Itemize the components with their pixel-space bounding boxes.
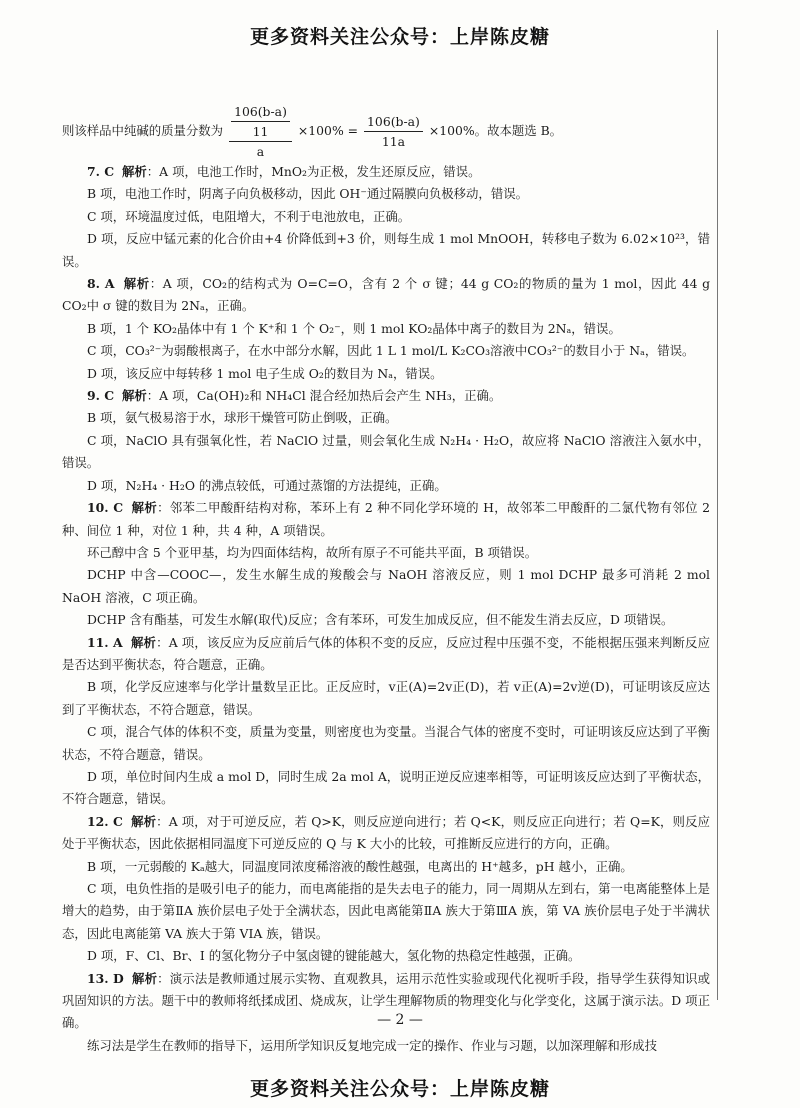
q10-line-d: DCHP 含有酯基，可发生水解(取代)反应；含有苯环，可发生加成反应，但不能发生消去反应，D 项错误。: [87, 612, 674, 628]
q8-line-b: B 项，1 个 KO₂晶体中有 1 个 K⁺和 1 个 O₂⁻，则 1 mol KO₂晶体中离子的数目为 2Nₐ，错误。: [87, 320, 621, 336]
q7-line-d: D 项，反应中锰元素的化合价由+4 价降低到+3 价，则每生成 1 mol MnOOH，转移电子数为 6.02×10²³，错误。: [62, 231, 710, 269]
q12-line-b: B 项，一元弱酸的 Kₐ越大，同温度同浓度稀溶液的酸性越强，电离出的 H⁺越多，pH 越小，正确。: [87, 858, 633, 874]
result-fraction: $\frac{106(b-a)}{11a}$: [364, 112, 423, 151]
formula-suffix: ×100%。故本题选 B。: [428, 123, 563, 139]
q8-line-a: 8. A 解析：A 项，CO₂的结构式为 O=C=O，含有 2 个 σ 键；44 g CO₂的物质的量为 1 mol，因此 44 g CO₂中 σ 键的数目为 2Nₐ，正确。: [62, 276, 710, 314]
nested-fraction: [229, 102, 292, 161]
q9-line-d: D 项，N₂H₄ · H₂O 的沸点较低，可通过蒸馏的方法提纯，正确。: [87, 477, 447, 493]
q9-line-b: B 项，氨气极易溶于水，球形干燥管可防止倒吸，正确。: [87, 410, 398, 426]
formula-mid: ×100% =: [297, 123, 359, 139]
q12-line-c: C 项，电负性指的是吸引电子的能力，而电离能指的是失去电子的能力，同一周期从左到右，第一电离能整体上是增大的趋势，由于第ⅡA 族价层电子处于全满状态，因此电离能第ⅡA 族大于第ⅢA 族，第 VA 族价层电子处于半满状态，因此电离能第 VA 族大于第 VIA 族，错误。: [62, 881, 710, 941]
q13-line-a: 13. D 解析：演示法是教师通过展示实物、直观教具，运用示范性实验或现代化视听手段，指导学生获得知识或巩固知识的方法。题干中的教师将纸揉成团、烧成灰，让学生理解物质的物理变化与化学变化，这属于演示法。D 项正确。: [62, 970, 710, 1031]
top-banner: 更多资料关注公众号：上岸陈皮糖: [249, 26, 550, 48]
q12-line-a: 12. C 解析：A 项，对于可逆反应，若 Q>K，则反应逆向进行；若 Q<K，则反应正向进行；若 Q=K，则反应处于平衡状态，因此依据相同温度下可逆反应的 Q 与 K 大小的比较，可推断反应进行的方向，正确。: [62, 813, 711, 852]
q7-line-b: B 项，电池工作时，阴离子向负极移动，因此 OH⁻通过隔膜向负极移动，错误。: [87, 186, 528, 202]
q11-line-a: 11. A 解析：A 项，该反应为反应前后气体的体积不变的反应，反应过程中压强不变，不能根据压强来判断反应是否达到平衡状态，符合题意，正确。: [62, 634, 711, 672]
q11-line-d: D 项，单位时间内生成 a mol D，同时生成 2a mol A，说明正逆反应速率相等，可证明该反应达到了平衡状态，不符合题意，错误。: [62, 768, 710, 807]
page-edge-line: [717, 30, 718, 1000]
inner-denominator: 11: [252, 124, 269, 139]
q11-line-c: C 项，混合气体的体积不变，质量为变量，则密度也为变量。当混合气体的密度不变时，可证明该反应达到了平衡状态，不符合题意，错误。: [62, 724, 710, 762]
q8-line-c: C 项，CO₃²⁻为弱酸根离子，在水中部分水解，因此 1 L 1 mol/L K₂CO₃溶液中CO₃²⁻的数目小于 Nₐ，错误。: [87, 343, 695, 359]
page-number: — 2 —: [377, 1012, 423, 1028]
q10-line-a: 10. C 解析：邻苯二甲酸酐结构对称，苯环上有 2 种不同化学环境的 H，故邻苯二甲酸酐的二氯代物有邻位 2 种、间位 1 种，对位 1 种，共 4 种，A 项错误。: [62, 500, 711, 538]
q10-line-c: DCHP 中含—COOC—，发生水解生成的羧酸会与 NaOH 溶液反应，则 1 mol DCHP 最多可消耗 2 mol NaOH 溶液，C 项正确。: [62, 567, 710, 605]
q13-line-b: 练习法是学生在教师的指导下，运用所学知识反复地完成一定的操作、作业与习题，以加深理解和形成技: [87, 1037, 657, 1053]
q10-line-b: 环己醇中含 5 个亚甲基，均为四面体结构，故所有原子不可能共平面，B 项错误。: [87, 544, 538, 560]
q7-line-c: C 项，环境温度过低，电阻增大，不利于电池放电，正确。: [87, 208, 411, 224]
formula-prefix: 则该样品中纯碱的质量分数为: [62, 123, 224, 139]
q9-line-a: 9. C 解析：A 项，Ca(OH)₂和 NH₄Cl 混合经加热后会产生 NH₃，正确。: [87, 388, 502, 404]
inner-numerator: 106(b-a): [231, 102, 290, 122]
document-body: [62, 102, 710, 1057]
q9-line-c: C 项，NaClO 具有强氧化性，若 NaClO 过量，则会氧化生成 N₂H₄ · H₂O，故应将 NaClO 溶液注入氨水中，错误。: [62, 432, 710, 471]
q11-line-b: B 项，化学反应速率与化学计量数呈正比。正反应时，v正(A)=2v正(D)，若 v正(A)=2v逆(D)，可证明该反应达到了平衡状态，不符合题意，错误。: [62, 679, 710, 717]
q12-line-d: D 项，F、Cl、Br、I 的氢化物分子中氢卤键的键能越大，氢化物的热稳定性越强，正确。: [87, 948, 581, 964]
bottom-banner: 更多资料关注公众号：上岸陈皮糖: [249, 1078, 550, 1100]
q7-line-a: 7. C 解析：A 项，电池工作时，MnO₂为正极，发生还原反应，错误。: [87, 164, 481, 179]
formula-line: [62, 102, 710, 161]
q8-line-d: D 项，该反应中每转移 1 mol 电子生成 O₂的数目为 Nₐ，错误。: [87, 365, 443, 381]
outer-denominator: a: [256, 144, 265, 159]
